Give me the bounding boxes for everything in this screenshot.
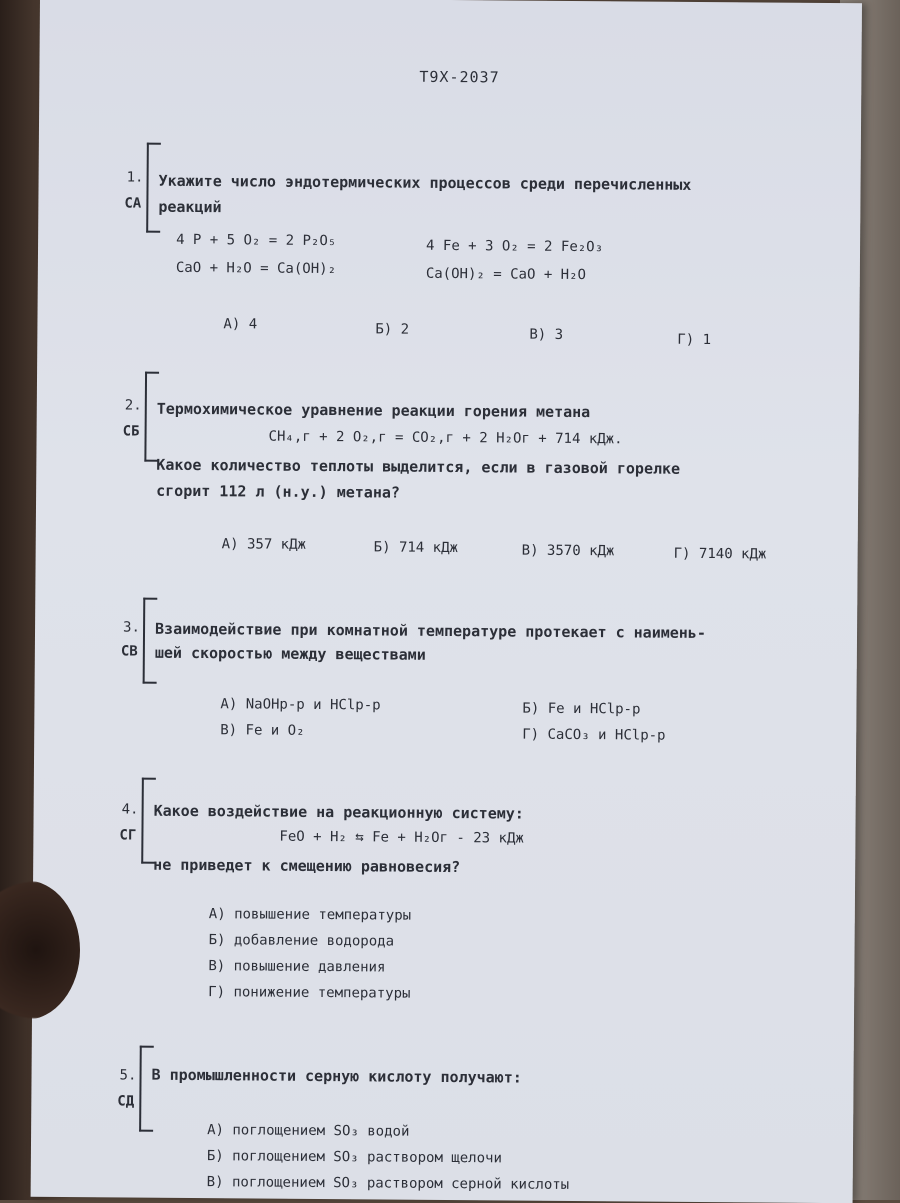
test-sheet <box>31 0 862 1203</box>
question-bracket <box>139 1046 154 1132</box>
answer-option: Г) понижение температуры <box>208 984 411 1002</box>
answer-option: В) поглощением SO₃ раствором серной кислоты <box>206 1174 570 1193</box>
question-text: Какое воздействие на реакционную систему: <box>153 801 524 823</box>
answer-option: А) 4 <box>223 316 258 333</box>
question-number: 3. <box>122 619 140 636</box>
answer-option: Б) 2 <box>375 321 410 338</box>
question-bracket <box>143 598 158 684</box>
equation: FeO + H₂ ⇆ Fe + H₂Oг - 23 кДж <box>279 828 524 847</box>
answer-option: А) NaOHр-р и HClр-р <box>220 696 381 714</box>
variant-code: Т9Х-2037 <box>419 67 500 87</box>
question-code: СГ <box>119 827 137 844</box>
equation: CH₄,г + 2 O₂,г = CO₂,г + 2 H₂Oг + 714 кДж. <box>268 428 623 448</box>
answer-option: В) Fe и O₂ <box>220 722 305 739</box>
question-text: В промышленности серную кислоту получают: <box>151 1065 522 1087</box>
question-code: СД <box>117 1093 135 1110</box>
answer-option: Б) 714 кДж <box>373 539 459 557</box>
question-number: 1. <box>126 169 144 186</box>
answer-option: А) повышение температуры <box>208 906 412 924</box>
question-code: СА <box>124 195 142 212</box>
answer-option: Б) добавление водорода <box>208 932 395 950</box>
equation: 4 P + 5 O₂ = 2 P₂O₅ <box>176 231 337 250</box>
question-text: шей скоростью между веществами <box>154 643 426 664</box>
question-text: Укажите число эндотермических процессов среди перечисленных <box>158 171 692 194</box>
question-text: Термохимическое уравнение реакции горения метана <box>156 399 591 422</box>
question-code: СВ <box>120 643 138 660</box>
question-number: 5. <box>119 1067 137 1084</box>
question-text: реакций <box>158 197 222 217</box>
equation: CaO + H₂O = Ca(OH)₂ <box>175 259 337 278</box>
question-text: сгорит 112 л (н.у.) метана? <box>156 481 401 502</box>
question-text: Какое количество теплоты выделится, если в газовой горелке <box>156 455 681 478</box>
answer-option: Г) 7140 кДж <box>673 545 767 563</box>
answer-option: А) поглощением SO₃ водой <box>207 1122 410 1140</box>
equation: Ca(OH)₂ = CaO + H₂O <box>425 265 587 284</box>
answer-option: Г) 1 <box>677 331 712 349</box>
answer-option: А) 357 кДж <box>221 536 307 553</box>
question-text: Взаимодействие при комнатной температуре протекает с наимень- <box>154 619 706 643</box>
answer-option: В) 3570 кДж <box>521 542 615 560</box>
answer-option: В) повышение давления <box>208 958 386 976</box>
equation: 4 Fe + 3 O₂ = 2 Fe₂O₃ <box>426 237 604 256</box>
question-text: не приведет к смещению равновесия? <box>153 855 461 877</box>
answer-option: Г) CaCO₃ и HClр-р <box>522 726 666 744</box>
question-code: СБ <box>122 423 140 440</box>
answer-option: Б) Fe и HClр-р <box>522 700 641 718</box>
answer-option: В) 3 <box>529 326 564 343</box>
question-number: 2. <box>124 397 142 414</box>
question-bracket <box>141 778 156 864</box>
answer-option: Б) поглощением SO₃ раствором щелочи <box>206 1148 502 1167</box>
question-number: 4. <box>121 801 139 818</box>
